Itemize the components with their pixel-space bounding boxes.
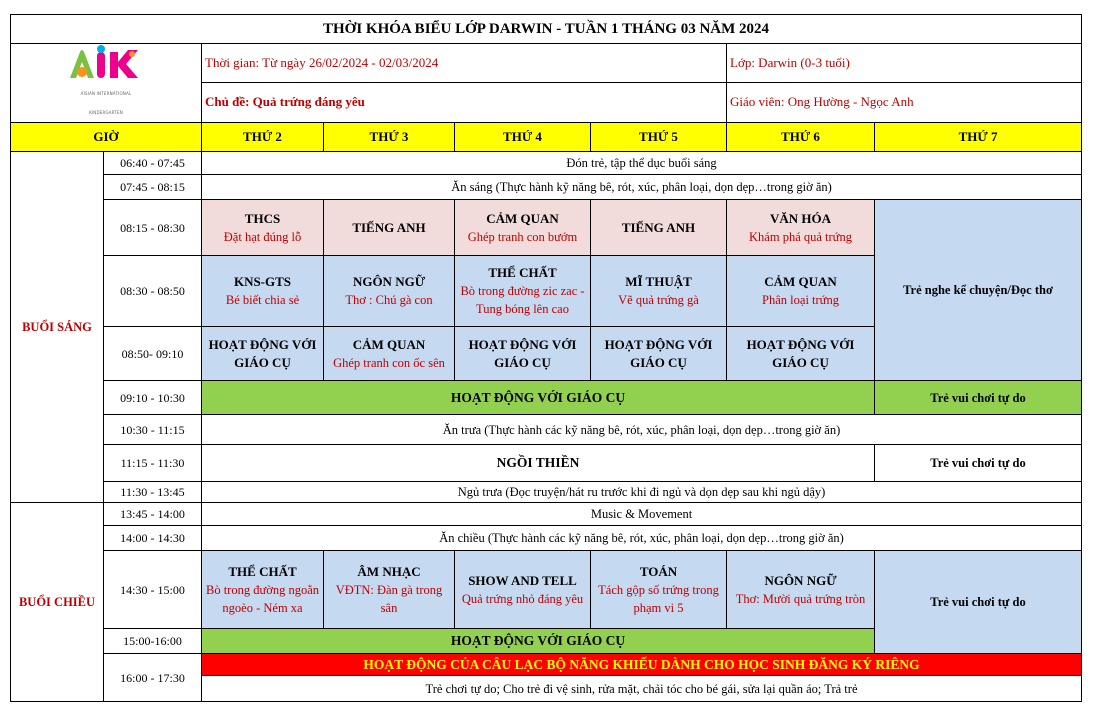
class-cell-fri	[727, 551, 875, 629]
time-slot: 13:45 - 14:00	[104, 503, 202, 526]
class-cell-tue	[324, 256, 455, 327]
activity-row: Ăn chiều (Thực hành các kỹ năng bê, rót, xúc, phân loại, dọn dẹp…trong giờ ăn)	[202, 526, 1082, 551]
class-cell-thu	[591, 327, 727, 381]
session-afternoon: BUỔI CHIỀU	[11, 503, 104, 702]
time-slot: 16:00 - 17:30	[104, 654, 202, 702]
class-cell-thu	[591, 200, 727, 256]
time-slot: 08:15 - 08:30	[104, 200, 202, 256]
activity-row: HOẠT ĐỘNG VỚI GIÁO CỤ	[202, 381, 875, 415]
subject: TIẾNG ANH	[621, 219, 696, 235]
saturday-activity: Trẻ vui chơi tự do	[875, 381, 1082, 415]
school-logo-cell	[11, 44, 202, 123]
header-tuesday: THỨ 3	[324, 123, 455, 152]
time-slot: 14:30 - 15:00	[104, 551, 202, 629]
subject: NGÔN NGỮ	[764, 572, 837, 588]
subject: THCS	[244, 210, 281, 226]
activity-row: Ăn sáng (Thực hành kỹ năng bê, rót, xúc, phân loại, dọn dẹp…trong giờ ăn)	[202, 175, 1082, 200]
subject: HOẠT ĐỘNG VỚI GIÁO CỤ	[468, 336, 577, 370]
class-name: Lớp: Darwin (0-3 tuổi)	[727, 44, 1082, 83]
class-cell-thu	[591, 551, 727, 629]
class-cell-mon	[202, 551, 324, 629]
class-cell-wed	[455, 200, 591, 256]
activity: Ghép tranh con ốc sên	[333, 355, 445, 370]
subject: SHOW AND TELL	[468, 572, 577, 588]
activity-row: Ăn trưa (Thực hành các kỹ năng bê, rót, xúc, phân loại, dọn dẹp…trong giờ ăn)	[202, 415, 1082, 445]
class-cell-mon	[202, 327, 324, 381]
activity: Thơ : Chú gà con	[345, 293, 433, 307]
class-cell-wed	[455, 327, 591, 381]
time-slot: 10:30 - 11:15	[104, 415, 202, 445]
time-slot: 14:00 - 14:30	[104, 526, 202, 551]
activity: Vẽ quả trứng gà	[618, 293, 699, 307]
header-monday: THỨ 2	[202, 123, 324, 152]
time-slot: 09:10 - 10:30	[104, 381, 202, 415]
class-cell-thu	[591, 256, 727, 327]
activity: Đặt hạt đúng lỗ	[223, 229, 302, 244]
theme: Chủ đề: Quả trứng đáng yêu	[202, 82, 727, 122]
subject: CẢM QUAN	[486, 210, 559, 226]
time-slot: 15:00-16:00	[104, 629, 202, 654]
time-slot: 11:15 - 11:30	[104, 445, 202, 482]
time-slot: 11:30 - 13:45	[104, 482, 202, 503]
subject: CẢM QUAN	[352, 336, 426, 352]
time-slot: 08:50- 09:10	[104, 327, 202, 381]
activity: Khám phá quả trứng	[749, 229, 852, 244]
aik-logo-icon	[66, 44, 146, 84]
subject: ÂM NHẠC	[357, 563, 421, 579]
saturday-afternoon-activity: Trẻ vui chơi tự do	[875, 551, 1082, 654]
timetable-title: THỜI KHÓA BIỂU LỚP DARWIN - TUẦN 1 THÁNG 03 NĂM 2024	[11, 15, 1082, 44]
class-cell-fri	[727, 256, 875, 327]
subject: KNS-GTS	[233, 274, 292, 289]
subject: TIẾNG ANH	[352, 219, 426, 235]
class-cell-mon	[202, 200, 324, 256]
class-cell-tue	[324, 551, 455, 629]
timetable	[10, 14, 1082, 702]
activity: Ghép tranh con bướm	[467, 229, 578, 244]
subject: VĂN HÓA	[769, 210, 832, 226]
class-cell-wed	[455, 256, 591, 327]
activity-row: HOẠT ĐỘNG VỚI GIÁO CỤ	[202, 629, 875, 654]
teachers: Giáo viên: Ong Hường - Ngọc Anh	[727, 82, 1082, 122]
activity-row: NGỒI THIỀN	[202, 445, 875, 482]
activity: Bò trong đường zic zac - Tung bóng lên cao	[460, 284, 585, 316]
timetable-sheet	[10, 14, 1081, 702]
subject: NGÔN NGỮ	[352, 274, 426, 289]
header-time: GIỜ	[11, 123, 202, 152]
subject: CẢM QUAN	[764, 274, 837, 289]
activity: Bé biết chia sẻ	[225, 293, 300, 307]
subject: THỂ CHẤT	[228, 563, 297, 579]
subject: HOẠT ĐỘNG VỚI GIÁO CỤ	[746, 336, 855, 370]
subject: MĨ THUẬT	[625, 274, 692, 289]
header-saturday: THỨ 7	[875, 123, 1082, 152]
activity: Thơ: Mười quả trứng tròn	[735, 591, 866, 606]
time-slot: 08:30 - 08:50	[104, 256, 202, 327]
club-activity-banner: HOẠT ĐỘNG CỦA CÂU LẠC BỘ NĂNG KHIẾU DÀNH CHO HỌC SINH ĐĂNG KÝ RIÊNG	[202, 654, 1082, 676]
session-morning: BUỔI SÁNG	[11, 152, 104, 503]
class-cell-fri	[727, 327, 875, 381]
activity: Tách gộp số trứng trong phạm vi 5	[598, 582, 719, 615]
schedule-period: Thời gian: Từ ngày 26/02/2024 - 02/03/2024	[202, 44, 727, 83]
header-thursday: THỨ 5	[591, 123, 727, 152]
saturday-activity: Trẻ vui chơi tự do	[875, 445, 1082, 482]
activity-row: Trẻ chơi tự do; Cho trẻ đi vệ sinh, rửa mặt, chải tóc cho bé gái, sửa lại quần áo; Trả trẻ	[202, 676, 1082, 702]
subject: THỂ CHẤT	[488, 265, 557, 280]
activity: Phân loại trứng	[762, 293, 839, 307]
activity-row: Ngủ trưa (Đọc truyện/hát ru trước khi đi ngủ và dọn dẹp sau khi ngủ dậy)	[202, 482, 1082, 503]
activity: Bò trong đường ngoằn ngoèo - Ném xa	[205, 582, 320, 615]
subject: HOẠT ĐỘNG VỚI GIÁO CỤ	[208, 336, 317, 370]
school-logo	[11, 44, 201, 122]
subject: HOẠT ĐỘNG VỚI GIÁO CỤ	[604, 336, 713, 370]
logo-subtitle-2: KINDERGARTEN	[89, 110, 123, 115]
time-slot: 07:45 - 08:15	[104, 175, 202, 200]
header-friday: THỨ 6	[727, 123, 875, 152]
activity: VĐTN: Đàn gà trong sân	[335, 582, 443, 615]
class-cell-mon	[202, 256, 324, 327]
class-cell-wed	[455, 551, 591, 629]
header-wednesday: THỨ 4	[455, 123, 591, 152]
logo-subtitle: AISIAN INTERNATIONAL	[80, 91, 132, 96]
activity: Quả trứng nhỏ đáng yêu	[461, 591, 584, 606]
time-slot: 06:40 - 07:45	[104, 152, 202, 175]
saturday-morning-activity: Trẻ nghe kể chuyện/Đọc thơ	[875, 200, 1082, 381]
subject: TOÁN	[639, 563, 678, 579]
activity-row: Đón trẻ, tập thể dục buổi sáng	[202, 152, 1082, 175]
class-cell-tue	[324, 327, 455, 381]
class-cell-fri	[727, 200, 875, 256]
activity-row: Music & Movement	[202, 503, 1082, 526]
class-cell-tue	[324, 200, 455, 256]
